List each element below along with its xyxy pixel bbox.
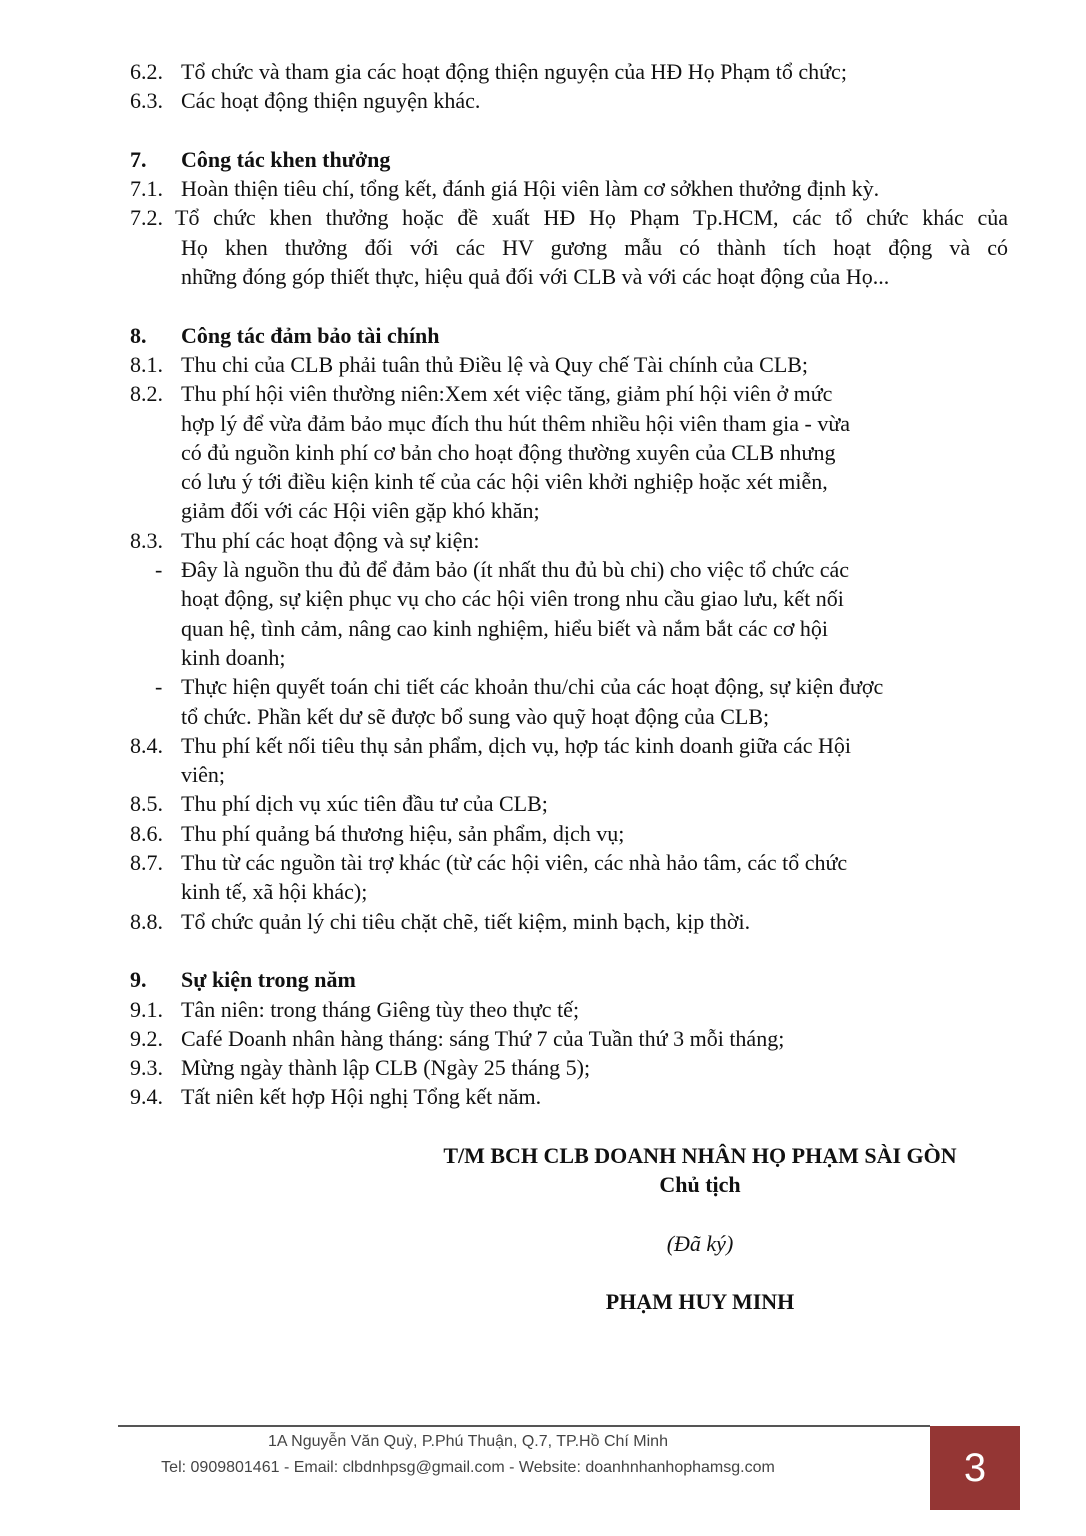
item-text: Các hoạt động thiện nguyện khác.	[181, 88, 481, 114]
item-number: 6.2.	[130, 59, 163, 84]
item-text: Thu phí quảng bá thương hiệu, sản phẩm, dịch vụ;	[181, 820, 625, 846]
signature-status-line	[0, 1229, 1086, 1258]
list-item-line	[0, 203, 1086, 232]
signature-org: T/M BCH CLB DOANH NHÂN HỌ PHẠM SÀI GÒN	[443, 1142, 957, 1168]
item-number: 8.3.	[130, 527, 163, 553]
item-text: Tổ chức khen thưởng hoặc đề xuất HĐ Họ Phạm Tp.HCM, các tổ chức khác của	[175, 205, 1008, 231]
list-item-line	[0, 233, 1086, 262]
signature-status: (Đã ký)	[666, 1230, 734, 1256]
page-number-badge: 3	[930, 1426, 1020, 1510]
item-number: 8.2.	[130, 381, 163, 407]
item-text: Thu phí kết nối tiêu thụ sản phẩm, dịch vụ, hợp tác kinh doanh giữa các Hội	[181, 732, 851, 758]
signature-name-line	[0, 1287, 1086, 1316]
list-item-line	[0, 760, 1086, 789]
list-item-line	[0, 819, 1086, 848]
blank-line	[0, 291, 1086, 320]
item-text: có lưu ý tới điều kiện kinh tế của các hội viên khởi nghiệp hoặc xét miễn,	[181, 469, 828, 495]
signature-org-line	[0, 1141, 1086, 1170]
item-number: 9.4.	[130, 1084, 163, 1110]
bullet-text: quan hệ, tình cảm, nâng cao kinh nghiệm, hiểu biết và nắm bắt các cơ hội	[181, 615, 828, 641]
bullet-text: tổ chức. Phần kết dư sẽ được bổ sung vào quỹ hoạt động của CLB;	[181, 703, 770, 729]
section-number: 7.	[130, 146, 147, 172]
list-item-line	[0, 496, 1086, 525]
blank-line	[0, 936, 1086, 965]
item-number: 8.8.	[130, 908, 163, 934]
document-body	[0, 57, 1086, 1317]
item-number: 9.1.	[130, 996, 163, 1022]
list-item-line	[0, 1053, 1086, 1082]
item-text: viên;	[181, 762, 225, 788]
item-text: Tổ chức quản lý chi tiêu chặt chẽ, tiết kiệm, minh bạch, kịp thời.	[181, 908, 751, 934]
item-number: 7.2.	[130, 205, 163, 231]
item-text: Thu từ các nguồn tài trợ khác (từ các hội viên, các nhà hảo tâm, các tổ chức	[181, 850, 848, 876]
bullet-text: Đây là nguồn thu đủ để đảm bảo (ít nhất thu đủ bù chi) cho việc tổ chức các	[181, 557, 850, 583]
item-text: giảm đối với các Hội viên gặp khó khăn;	[181, 498, 540, 524]
bullet-line	[0, 555, 1086, 584]
item-number: 8.6.	[130, 820, 163, 846]
blank-line	[0, 1200, 1086, 1229]
section-title: Công tác khen thưởng	[181, 146, 391, 172]
list-item-line	[0, 174, 1086, 203]
signature-name: PHẠM HUY MINH	[605, 1289, 795, 1315]
section-heading	[0, 145, 1086, 174]
signature-title: Chủ tịch	[659, 1172, 741, 1198]
list-item-line	[0, 409, 1086, 438]
bullet-text: Thực hiện quyết toán chi tiết các khoản thu/chi của các hoạt động, sự kiện được	[181, 674, 884, 700]
item-text: Tổ chức và tham gia các hoạt động thiện nguyện của HĐ Họ Phạm tổ chức;	[181, 59, 847, 84]
bullet-line	[0, 584, 1086, 613]
section-heading	[0, 965, 1086, 994]
list-item-line	[0, 731, 1086, 760]
item-number: 7.1.	[130, 176, 163, 202]
bullet-line	[0, 614, 1086, 643]
bullet-mark: -	[155, 557, 163, 583]
item-text: Tân niên: trong tháng Giêng tùy theo thực tế;	[181, 996, 580, 1022]
item-text: Thu chi của CLB phải tuân thủ Điều lệ và Quy chế Tài chính của CLB;	[181, 351, 809, 377]
section-heading	[0, 321, 1086, 350]
list-item-line	[0, 907, 1086, 936]
signature-title-line	[0, 1170, 1086, 1199]
footer-contact: Tel: 0909801461 - Email: clbdnhpsg@gmail.com - Website: doanhnhanhophamsg.com	[161, 1459, 775, 1476]
item-text: Tất niên kết hợp Hội nghị Tổng kết năm.	[181, 1084, 542, 1110]
item-text: Họ khen thưởng đối với các HV gương mẫu có thành tích hoạt động và có	[181, 234, 1008, 260]
item-text: kinh tế, xã hội khác);	[181, 879, 368, 905]
section-number: 8.	[130, 322, 147, 348]
list-item-line	[0, 86, 1086, 115]
list-item-line	[0, 1024, 1086, 1053]
item-text: Mừng ngày thành lập CLB (Ngày 25 tháng 5);	[181, 1055, 591, 1081]
item-number: 8.4.	[130, 732, 163, 758]
list-item-line	[0, 467, 1086, 496]
item-text: hợp lý để vừa đảm bảo mục đích thu hút thêm nhiều hội viên tham gia - vừa	[181, 410, 851, 436]
bullet-text: hoạt động, sự kiện phục vụ cho các hội viên trong nhu cầu giao lưu, kết nối	[181, 586, 844, 612]
list-item-line	[0, 57, 1086, 86]
list-item-line	[0, 995, 1086, 1024]
list-item-line	[0, 848, 1086, 877]
list-item-line	[0, 379, 1086, 408]
blank-line	[0, 116, 1086, 145]
item-text: Thu phí dịch vụ xúc tiên đầu tư của CLB;	[181, 791, 548, 817]
list-item-line	[0, 262, 1086, 291]
list-item-line	[0, 1082, 1086, 1111]
section-title: Công tác đảm bảo tài chính	[181, 322, 440, 348]
list-item-line	[0, 526, 1086, 555]
blank-line	[0, 1112, 1086, 1141]
item-number: 9.3.	[130, 1055, 163, 1081]
item-text: Hoàn thiện tiêu chí, tổng kết, đánh giá Hội viên làm cơ sởkhen thưởng định kỳ.	[181, 176, 880, 202]
bullet-line	[0, 702, 1086, 731]
item-text: Café Doanh nhân hàng tháng: sáng Thứ 7 của Tuần thứ 3 mỗi tháng;	[181, 1025, 785, 1051]
section-number: 9.	[130, 967, 147, 993]
list-item-line	[0, 438, 1086, 467]
item-number: 9.2.	[130, 1025, 163, 1051]
item-number: 6.3.	[130, 88, 163, 114]
item-number: 8.7.	[130, 850, 163, 876]
bullet-mark: -	[155, 674, 163, 700]
bullet-line	[0, 672, 1086, 701]
item-text: Thu phí các hoạt động và sự kiện:	[181, 527, 480, 553]
blank-line	[0, 1258, 1086, 1287]
list-item-line	[0, 789, 1086, 818]
section-title: Sự kiện trong năm	[181, 967, 356, 993]
footer-address: 1A Nguyễn Văn Quỳ, P.Phú Thuận, Q.7, TP.Hồ Chí Minh	[268, 1433, 668, 1450]
item-number: 8.5.	[130, 791, 163, 817]
bullet-text: kinh doanh;	[181, 644, 286, 670]
item-text: có đủ nguồn kinh phí cơ bản cho hoạt động thường xuyên của CLB nhưng	[181, 439, 836, 465]
item-text: Thu phí hội viên thường niên:Xem xét việc tăng, giảm phí hội viên ở mức	[181, 381, 833, 407]
item-text: những đóng góp thiết thực, hiệu quả đối với CLB và với các hoạt động của Họ...	[181, 264, 890, 290]
footer-divider	[118, 1425, 930, 1427]
bullet-line	[0, 643, 1086, 672]
list-item-line	[0, 350, 1086, 379]
item-number: 8.1.	[130, 351, 163, 377]
list-item-line	[0, 877, 1086, 906]
